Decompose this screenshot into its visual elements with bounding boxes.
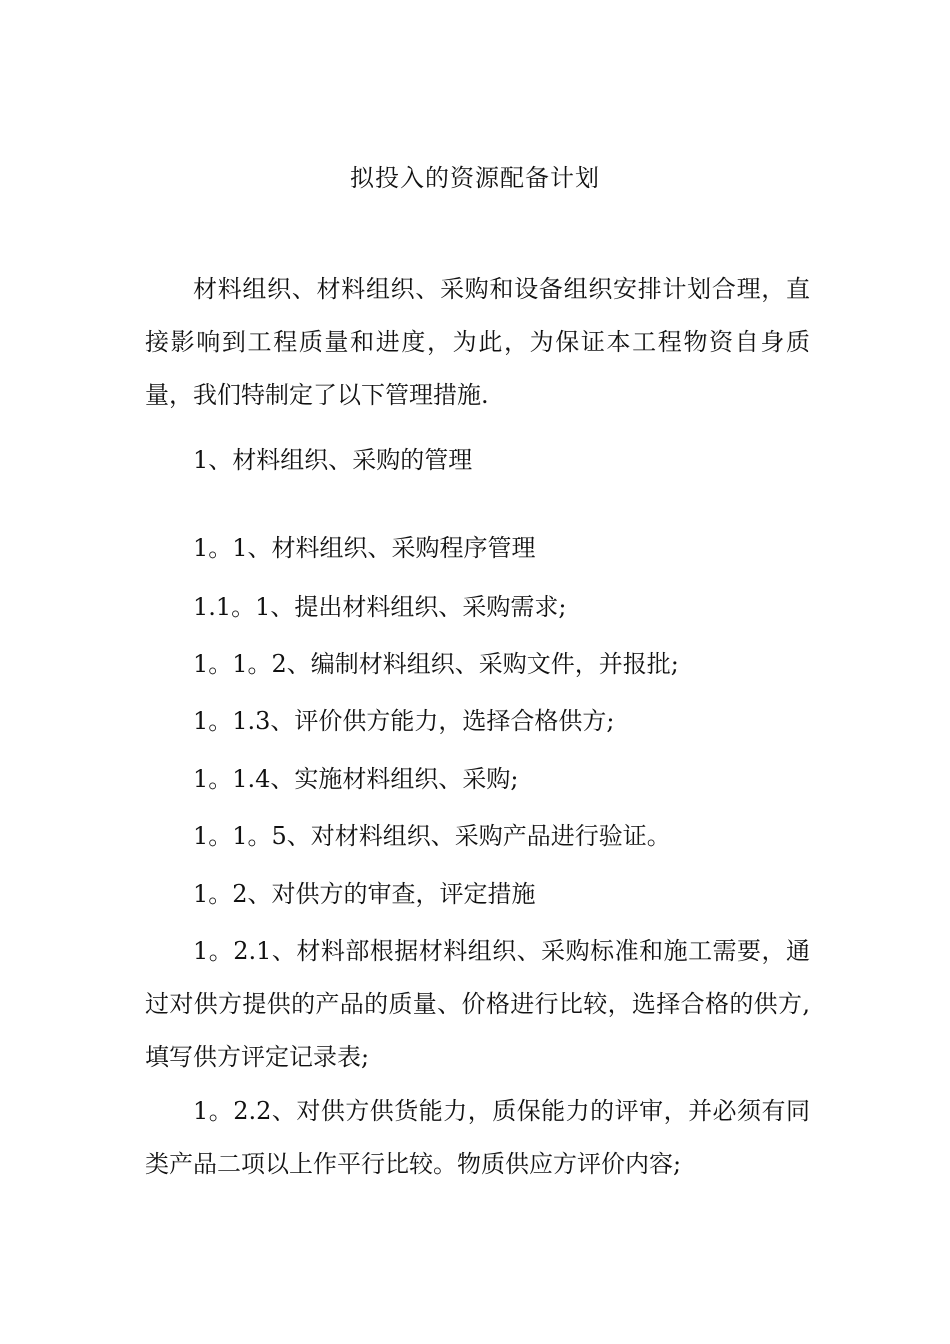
paragraph-1-2-2: 1。2.2、对供方供货能力，质保能力的评审，并必须有同类产品二项以上作平行比较。物质供应方评价内容; xyxy=(145,1097,810,1178)
subsection-heading-1-1: 1。1、材料组织、采购程序管理 xyxy=(193,534,536,562)
list-item-1-1-1: 1.1。1、提出材料组织、采购需求; xyxy=(193,593,567,621)
subsection-heading-1-2: 1。2、对供方的审查，评定措施 xyxy=(193,880,536,908)
section-heading-1: 1、材料组织、采购的管理 xyxy=(193,446,473,474)
list-item-1-1-4: 1。1.4、实施材料组织、采购; xyxy=(193,765,519,793)
paragraph-1-2-1: 1。2.1、材料部根据材料组织、采购标准和施工需要，通过对供方提供的产品的质量、价格进行比较，选择合格的供方,填写供方评定记录表; xyxy=(145,937,810,1071)
list-item-1-1-2: 1。1。2、编制材料组织、采购文件，并报批; xyxy=(193,650,679,678)
list-item-1-1-3: 1。1.3、评价供方能力，选择合格供方; xyxy=(193,707,615,735)
intro-paragraph: 材料组织、材料组织、采购和设备组织安排计划合理，直接影响到工程质量和进度，为此，为保证本工程物资自身质量，我们特制定了以下管理措施. xyxy=(145,275,810,409)
list-item-1-1-5: 1。1。5、对材料组织、采购产品进行验证。 xyxy=(193,822,671,850)
document-title: 拟投入的资源配备计划 xyxy=(350,164,600,192)
